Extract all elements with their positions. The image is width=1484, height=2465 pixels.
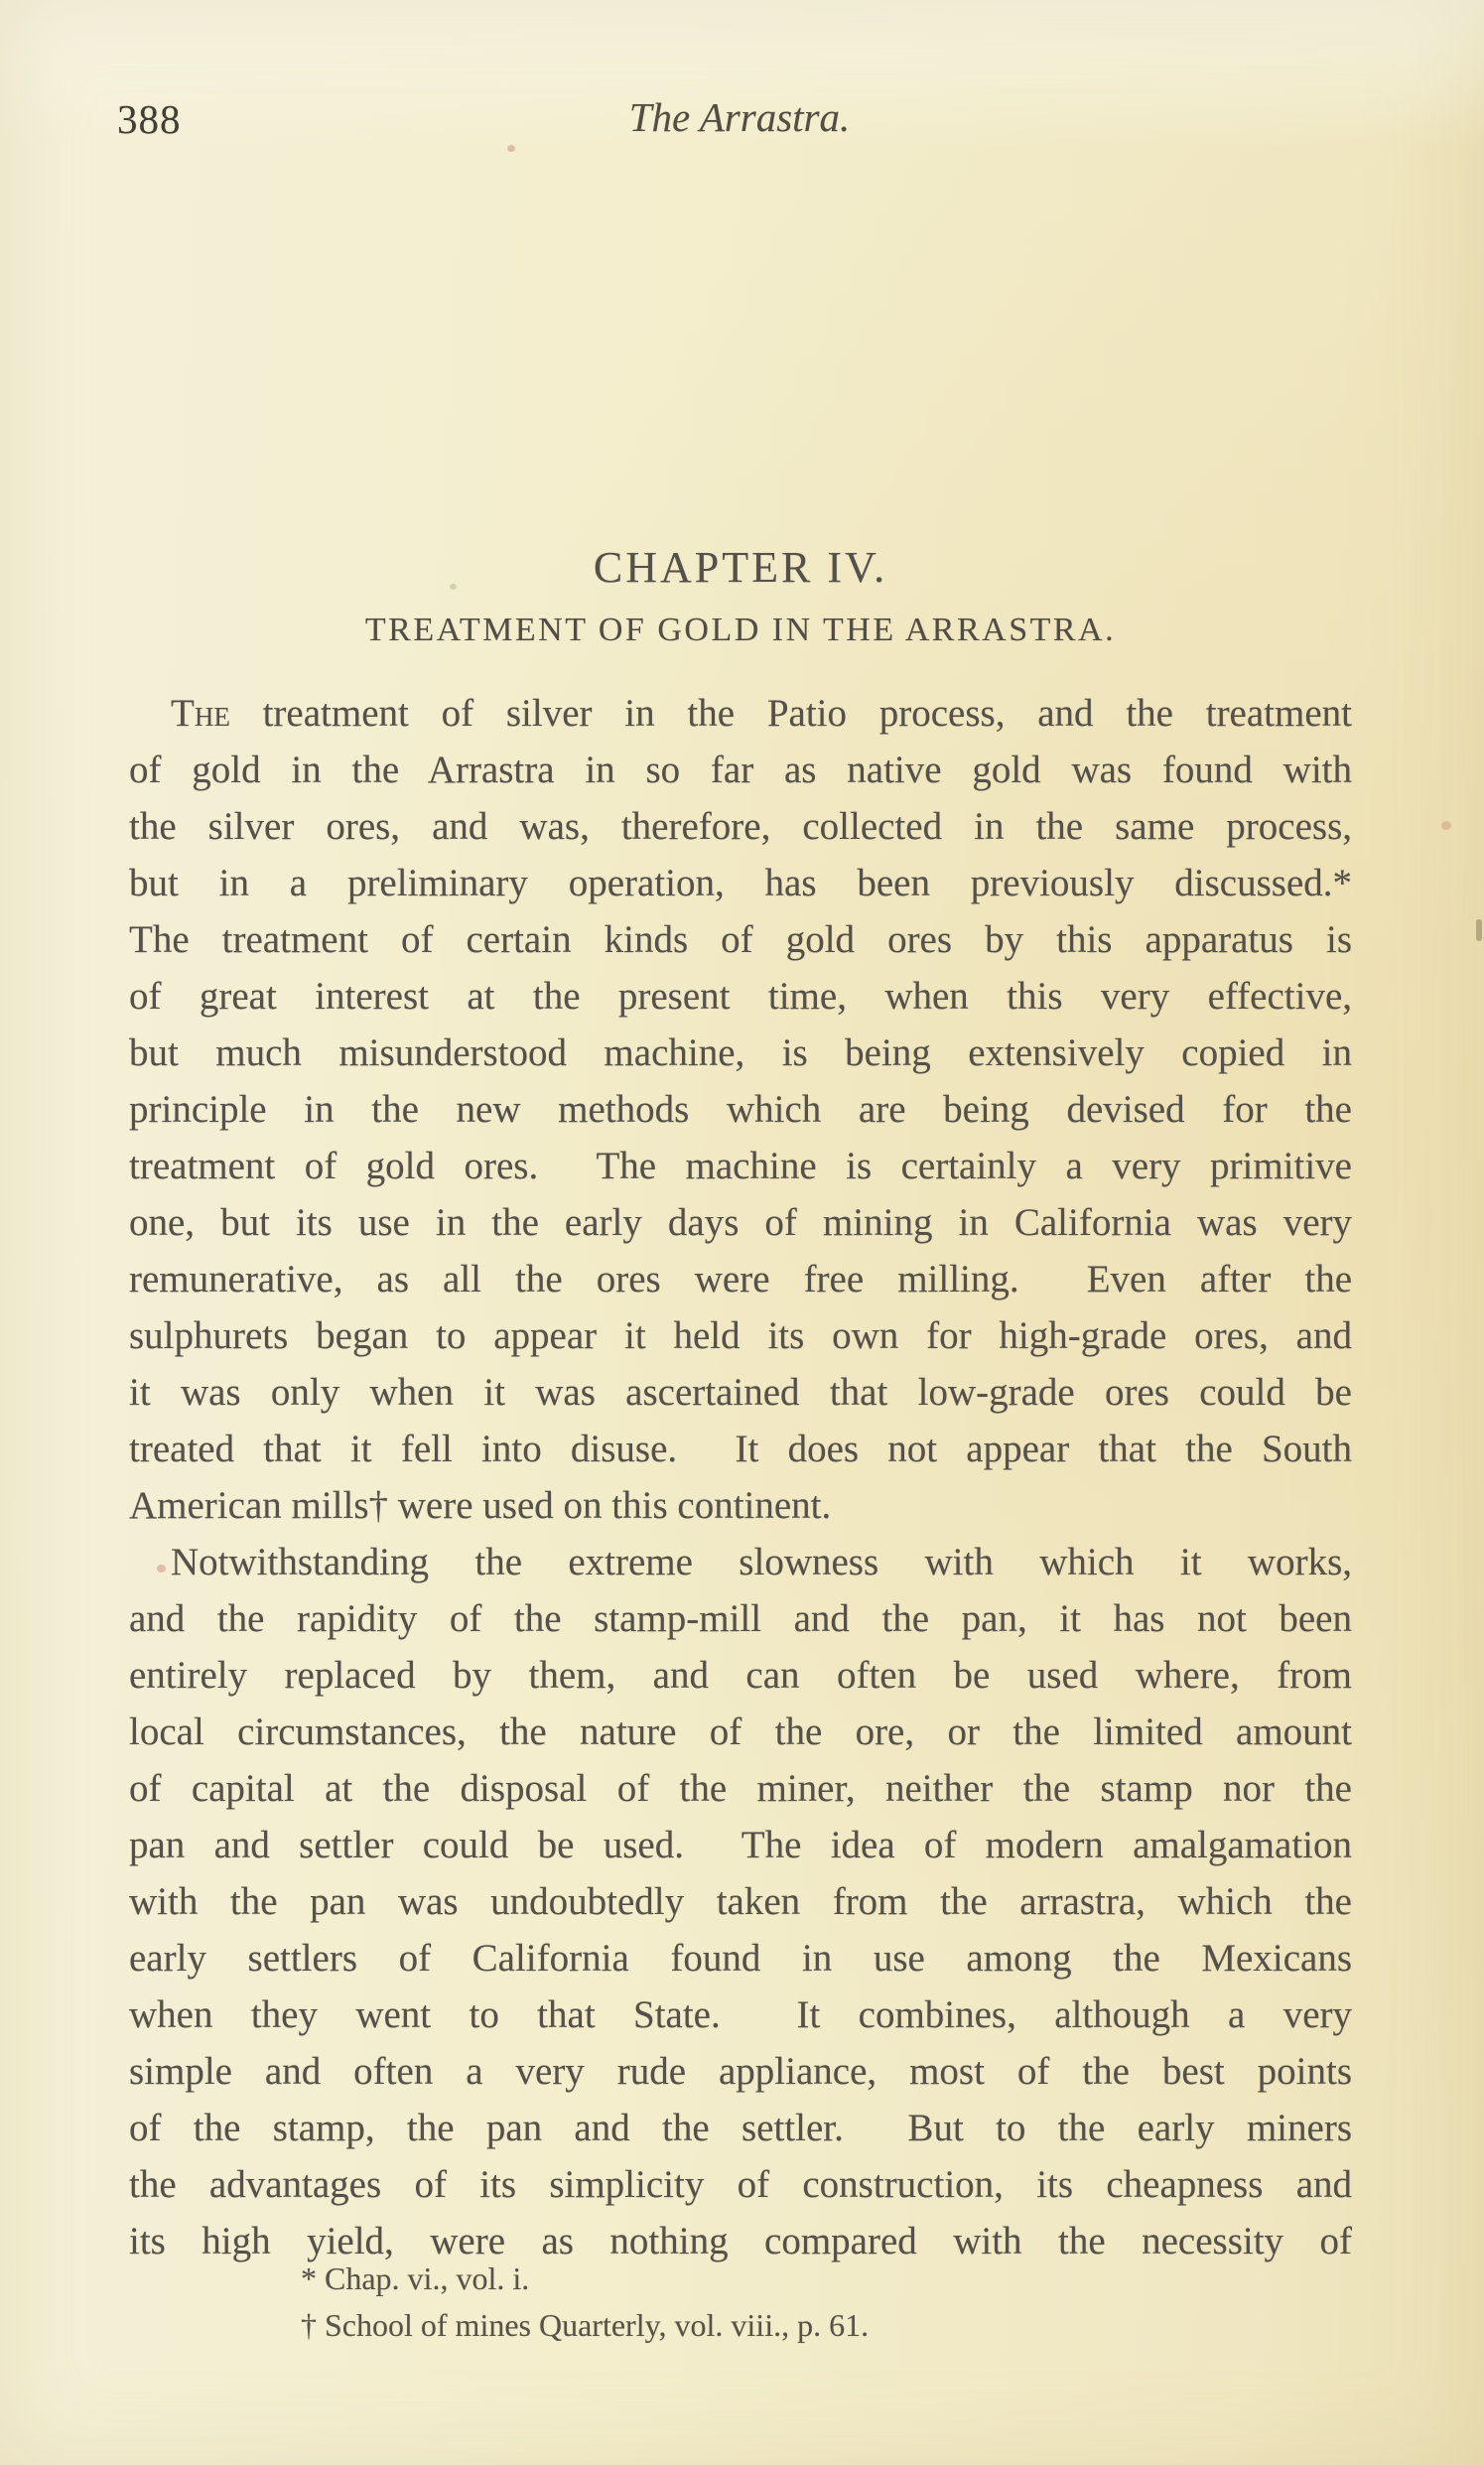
text-line: but in a preliminary operation, has been previously discussed.* (129, 862, 1352, 904)
small-caps-lead: The (171, 692, 230, 735)
text-line: remunerative, as all the ores were free milling. Even after the (129, 1258, 1352, 1301)
text-line: of great interest at the present time, when this very effective, (129, 975, 1352, 1018)
scan-speck (507, 145, 515, 152)
text-line: local circumstances, the nature of the ore, or the limited amount (129, 1711, 1352, 1753)
text-line: principle in the new methods which are being devised for the (129, 1088, 1352, 1131)
text-line: simple and often a very rude appliance, most of the best points (129, 2050, 1352, 2093)
text-line: one, but its use in the early days of mining in California was very (129, 1201, 1352, 1244)
footnote-line: * Chap. vi., vol. i. (301, 2260, 530, 2296)
scan-speck (1441, 821, 1451, 830)
body-text (129, 685, 1352, 2269)
text-line: Notwithstanding the extreme slowness with which it works, (171, 1541, 1352, 1583)
text-line: of gold in the Arrastra in so far as native gold was found with (129, 749, 1352, 791)
text-line: entirely replaced by them, and can often be used where, from (129, 1654, 1352, 1697)
text-line: treatment of gold ores. The machine is certainly a very primitive (129, 1145, 1352, 1187)
text-line: but much misunderstood machine, is being extensively copied in (129, 1031, 1352, 1074)
text-line: of the stamp, the pan and the settler. But to the early miners (129, 2107, 1352, 2149)
footnote-line: † School of mines Quarterly, vol. viii., p. 61. (301, 2307, 870, 2343)
text-line: pan and settler could be used. The idea of modern amalgamation (129, 1824, 1352, 1866)
text-line: it was only when it was ascertained that low-grade ores could be (129, 1371, 1352, 1414)
text-line: sulphurets began to appear it held its own for high-grade ores, and (129, 1314, 1352, 1357)
scan-speck (1476, 919, 1482, 941)
footnotes (301, 2256, 869, 2349)
chapter-subtitle: TREATMENT OF GOLD IN THE ARRASTRA. (364, 612, 1117, 648)
text-line: when they went to that State. It combines, although a very (129, 1993, 1352, 2036)
running-head: The Arrastra. (628, 94, 851, 140)
text-line: its high yield, were as nothing compared with the necessity of (129, 2220, 1352, 2262)
page-number: 388 (117, 96, 182, 142)
text-line: the silver ores, and was, therefore, collected in the same process, (129, 805, 1352, 848)
text-line: of capital at the disposal of the miner, neither the stamp nor the (129, 1767, 1352, 1810)
text-line: the advantages of its simplicity of construction, its cheapness and (129, 2163, 1352, 2206)
text-line: early settlers of California found in use among the Mexicans (129, 1937, 1352, 1980)
text-line: and the rapidity of the stamp-mill and the pan, it has not been (129, 1597, 1352, 1640)
page-header (0, 93, 1484, 143)
text-line: The treatment of certain kinds of gold ores by this apparatus is (129, 918, 1352, 961)
text-line: treated that it fell into disuse. It does not appear that the South (129, 1428, 1352, 1470)
text-line: The treatment of silver in the Patio process, and the treatment (171, 692, 1352, 735)
text-line: American mills† were used on this continent. (129, 1484, 832, 1527)
chapter-heading: CHAPTER IV. (593, 543, 888, 592)
text-line: with the pan was undoubtedly taken from the arrastra, which the (129, 1880, 1352, 1923)
